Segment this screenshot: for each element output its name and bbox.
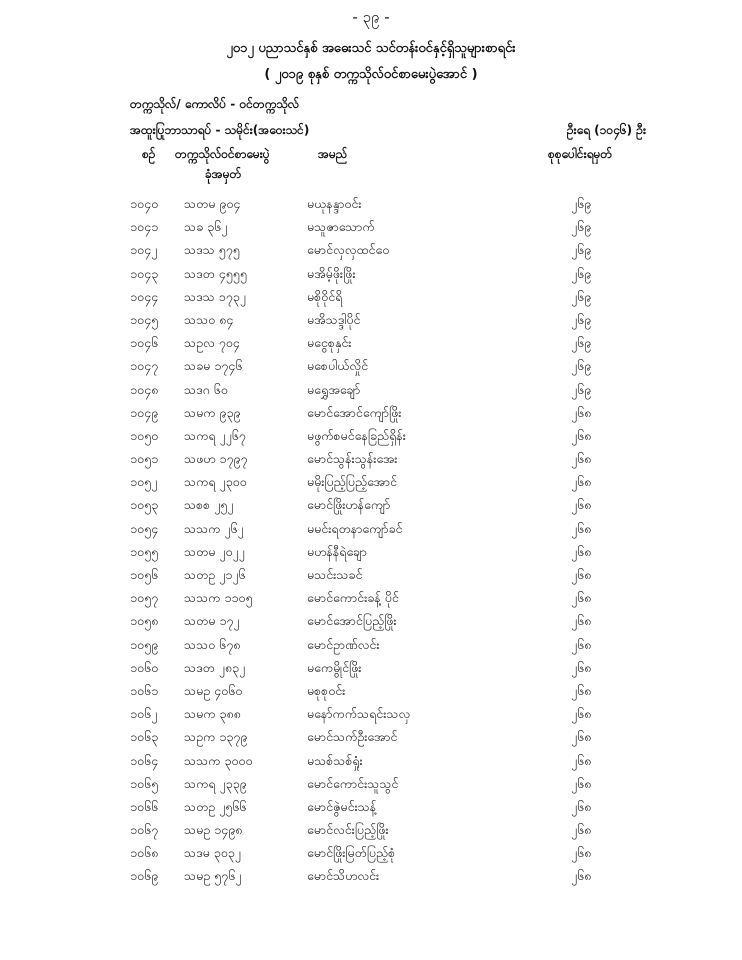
table-row <box>0 611 742 634</box>
roll-number-cell: သသက ၂၆၂ <box>184 520 244 536</box>
roll-number-cell: သဒတ ၂၈၃၂ <box>184 659 246 675</box>
serial-cell: ၁၀၆၄ <box>130 752 159 768</box>
table-row <box>0 356 742 379</box>
roll-number-cell: သသဝ ၆၇၈ <box>184 636 241 652</box>
marks-cell: ၂၆၈ <box>571 543 592 559</box>
roll-number-cell: သသဝ ၈၄ <box>184 311 234 327</box>
table-row <box>0 194 742 217</box>
marks-cell: ၂၆၉ <box>571 288 592 304</box>
table-row <box>0 217 742 240</box>
serial-cell: ၁၀၆၈ <box>130 845 159 861</box>
roll-number-cell: သခမ ၁၇၄၆ <box>184 358 243 374</box>
roll-number-cell: သကရ ၂၃၀၀ <box>184 474 247 490</box>
marks-cell: ၂၆၉ <box>571 381 592 397</box>
serial-cell: ၁၀၅၇ <box>130 590 159 606</box>
serial-cell: ၁၀၄၂ <box>130 242 158 258</box>
marks-cell: ၂၆၈ <box>571 636 592 652</box>
table-row <box>0 542 742 565</box>
name-cell: မသစ်သစ်ရှုံး <box>307 752 363 768</box>
table-row <box>0 287 742 310</box>
name-cell: မောင်အောင်ပြည့်ဖြိုး <box>307 613 397 629</box>
name-cell: မဖွက်စမင်နေခြည်ရှိန်း <box>307 427 406 443</box>
marks-cell: ၂၆၈ <box>571 822 592 838</box>
table-row <box>0 704 742 727</box>
serial-cell: ၁၀၆၅ <box>130 775 159 791</box>
table-row <box>0 310 742 333</box>
table-row <box>0 472 742 495</box>
name-cell: မောင်ကောင်းခန့် ပိုင် <box>307 590 399 606</box>
roll-number-cell: သတဥ ၂၁၂၆ <box>184 567 246 582</box>
name-cell: မဟန်နီရဲချော <box>307 543 367 559</box>
name-cell: မယုနန္ဒာဝင်း <box>307 196 362 211</box>
roll-number-cell: သဒတ ၄၅၅၅ <box>184 265 247 281</box>
table-row <box>0 588 742 611</box>
name-cell: မအိသဒ္ဒါပိုင် <box>307 311 361 327</box>
name-cell: မောင်ဇွဲမင်းသန့် <box>307 798 377 814</box>
university-line: တက္ကသိုလ်/ ကောလိပ် - ဝင်တက္ကသိုလ် <box>130 97 300 111</box>
header-name: အမည် <box>318 147 348 161</box>
roll-number-cell: သကရ ၂၂၆၇ <box>184 427 246 443</box>
marks-cell: ၂၆၈ <box>571 706 592 722</box>
serial-cell: ၁၀၆၀ <box>130 659 159 675</box>
marks-cell: ၂၆၉ <box>571 196 592 211</box>
table-row <box>0 820 742 843</box>
roll-number-cell: သတမ ၁၇၂ <box>184 613 240 629</box>
marks-cell: ၂၆၈ <box>571 427 592 443</box>
serial-cell: ၁၀၅၅ <box>130 543 159 559</box>
roll-number-cell: သတဥ ၂၅၆၆ <box>184 798 247 814</box>
table-row <box>0 843 742 866</box>
serial-cell: ၁၀၅၆ <box>130 567 159 582</box>
marks-cell: ၂၆၉ <box>571 311 592 327</box>
serial-cell: ၁၀၄၅ <box>130 311 159 327</box>
name-cell: မစိုဝိုင်ရိ <box>307 288 343 304</box>
serial-cell: ၁၀၅၈ <box>130 613 159 629</box>
roll-number-cell: သဒသ ၁၇၃၂ <box>184 288 246 304</box>
serial-cell: ၁၀၆၆ <box>130 798 159 814</box>
table-row <box>0 240 742 263</box>
roll-number-cell: သဥလ ၇၀၄ <box>184 335 240 351</box>
table-row <box>0 333 742 356</box>
table-row <box>0 727 742 750</box>
marks-cell: ၂၆၈ <box>571 682 592 698</box>
serial-cell: ၁၀၄၄ <box>130 288 159 304</box>
name-cell: မစေပါယ်လှိုင် <box>307 358 369 374</box>
header-total-marks: စုစုပေါင်းရမှတ် <box>548 147 613 161</box>
marks-cell: ၂၆၉ <box>571 219 592 235</box>
serial-cell: ၁၀၆၂ <box>130 706 158 722</box>
header-roll-number: တက္ကသိုလ်ဝင်စာမေးပွဲ <box>175 147 270 161</box>
roll-number-cell: သစစ ၂၅၂ <box>184 497 234 513</box>
name-cell: မောင်ဥာဏ်လင်း <box>307 636 380 652</box>
roll-number-cell: သကရ ၂၃၃၉ <box>184 775 247 791</box>
roll-number-cell: သဥက ၁၃၇၉ <box>184 729 248 745</box>
name-cell: မောင်အောင်ကျော်ဖြိုး <box>307 404 402 420</box>
marks-cell: ၂၆၈ <box>571 775 592 791</box>
table-row <box>0 449 742 472</box>
marks-cell: ၂၆၉ <box>571 358 592 374</box>
table-row <box>0 565 742 588</box>
name-cell: မောင်ဖြိုးဟန်ကျော် <box>307 497 391 513</box>
name-cell: မသင်းသခင် <box>307 567 363 582</box>
roll-number-cell: သမက ၃၈၈ <box>184 706 241 722</box>
table-row <box>0 751 742 774</box>
marks-cell: ၂၆၈ <box>571 567 592 582</box>
serial-cell: ၁၀၅၃ <box>130 497 159 513</box>
serial-cell: ၁၀၆၁ <box>130 682 159 698</box>
name-cell: မောင်လင်းပြည့်ဖြိုး <box>307 822 389 838</box>
roll-number-cell: သဒဂ ၆ဝ <box>184 381 228 397</box>
table-row <box>0 797 742 820</box>
roll-number-cell: သမဥ ၅၇၆၂ <box>184 868 242 884</box>
serial-cell: ၁၀၅၁ <box>130 451 159 467</box>
table-row <box>0 681 742 704</box>
table-row <box>0 635 742 658</box>
marks-cell: ၂၆၉ <box>571 242 592 258</box>
results-table <box>0 194 742 890</box>
marks-cell: ၂၆၈ <box>571 474 592 490</box>
name-cell: မအိမ့်ဖိုးဖြိုး <box>307 265 356 281</box>
marks-cell: ၂၆၈ <box>571 451 592 467</box>
marks-cell: ၂၆၉ <box>571 335 592 351</box>
serial-cell: ၁၀၅၉ <box>130 636 159 652</box>
name-cell: မသူဇာသောက် <box>307 219 375 235</box>
roll-number-cell: သသက ၁၁၀၅ <box>184 590 253 606</box>
table-row <box>0 495 742 518</box>
serial-cell: ၁၀၆၇ <box>130 822 159 838</box>
table-row <box>0 403 742 426</box>
marks-cell: ၂၆၈ <box>571 798 592 814</box>
name-cell: မရွှေအချော် <box>307 381 361 397</box>
table-row <box>0 264 742 287</box>
marks-cell: ၂၆၈ <box>571 520 592 536</box>
table-row <box>0 774 742 797</box>
name-cell: မကေမွိုင်ဖြိုး <box>307 659 362 675</box>
header-roll-number-line2: ခုံအမှတ် <box>205 167 242 181</box>
document-title: ၂၀၁၂ ပညာသင်နှစ် အဓေးသင် သင်တန်းဝင်နှင့်ရှိသူများစာရင်း <box>226 41 516 56</box>
name-cell: မောင်သက်ဦးအောင် <box>307 729 398 745</box>
marks-cell: ၂၆၈ <box>571 729 592 745</box>
serial-cell: ၁၀၆၉ <box>130 868 159 884</box>
name-cell: မငွေစုနှင်း <box>307 335 352 351</box>
serial-cell: ၁၀၅၄ <box>130 520 159 536</box>
serial-cell: ၁၀၄၆ <box>130 335 159 351</box>
marks-cell: ၂၆၉ <box>571 265 592 281</box>
roll-number-cell: သဒမ ၃၀၃၂ <box>184 845 241 861</box>
name-cell: မစုစုဝင်း <box>307 682 346 698</box>
roll-number-cell: သဒသ ၅၇၅ <box>184 242 240 258</box>
marks-cell: ၂၆၈ <box>571 868 592 884</box>
name-cell: မနော်ကက်သရင်းသလှ <box>307 706 411 722</box>
table-row <box>0 866 742 889</box>
serial-cell: ၁၀၅၂ <box>130 474 158 490</box>
page-number: - ၃၉ - <box>352 8 390 26</box>
subject-line: အထူးပြုဘာသာရပ် - သမိုင်း(အဝေးသင်) <box>130 123 310 137</box>
roll-number-cell: သမဥ ၄၀၆၀ <box>184 682 243 698</box>
name-cell: မမိုးပြည့်ပြည့်အောင် <box>307 474 397 490</box>
marks-cell: ၂၆၈ <box>571 845 592 861</box>
table-row <box>0 380 742 403</box>
marks-cell: ၂၆၈ <box>571 590 592 606</box>
table-row <box>0 519 742 542</box>
name-cell: မောင်ကောင်းသူသွင် <box>307 775 399 791</box>
serial-cell: ၁၀၄၉ <box>130 404 159 420</box>
roll-number-cell: သမက ၉၃၉ <box>184 404 241 420</box>
table-row <box>0 426 742 449</box>
serial-cell: ၁၀၄၈ <box>130 381 159 397</box>
name-cell: မောင်သိဟလင်း <box>307 868 380 884</box>
roll-number-cell: သခ ၃၆၂ <box>184 219 228 235</box>
header-serial: စဉ် <box>142 147 156 161</box>
roll-number-cell: သတမ ၉၀၄ <box>184 196 241 211</box>
serial-cell: ၁၀၄၁ <box>130 219 159 235</box>
marks-cell: ၂၆၈ <box>571 497 592 513</box>
table-row <box>0 658 742 681</box>
headcount-line: ဦးရေ (၁၀၄၆) ဦး <box>566 123 646 137</box>
document-subtitle: ( ၂၀၁၉ စုနှစ် တက္ကသိုလ်ဝင်စာမေးပွဲအောင် ) <box>264 67 478 82</box>
marks-cell: ၂၆၈ <box>571 613 592 629</box>
marks-cell: ၂၆၈ <box>571 752 592 768</box>
roll-number-cell: သဖဟ ၁၇၉၇ <box>184 451 248 467</box>
serial-cell: ၁၀၄၃ <box>130 265 159 281</box>
serial-cell: ၁၀၅၀ <box>130 427 159 443</box>
marks-cell: ၂၆၈ <box>571 659 592 675</box>
serial-cell: ၁၀၄၀ <box>130 196 159 211</box>
name-cell: မောင်ဖြိုးမြတ်ပြည့်စုံ <box>307 845 396 861</box>
serial-cell: ၁၀၆၃ <box>130 729 159 745</box>
serial-cell: ၁၀၄၇ <box>130 358 159 374</box>
marks-cell: ၂၆၈ <box>571 404 592 420</box>
name-cell: မမင်းရတနာကျော်ခင် <box>307 520 403 536</box>
name-cell: မောင်သွန်းသွန်းအေး <box>307 451 398 467</box>
roll-number-cell: သတမ ၂၀၂၂ <box>184 543 245 559</box>
roll-number-cell: သမဥ ၁၄၉၈ <box>184 822 243 838</box>
roll-number-cell: သသက ၃၀၀၀ <box>184 752 253 768</box>
name-cell: မောင်လှလှထင်ဝေ <box>307 242 390 258</box>
